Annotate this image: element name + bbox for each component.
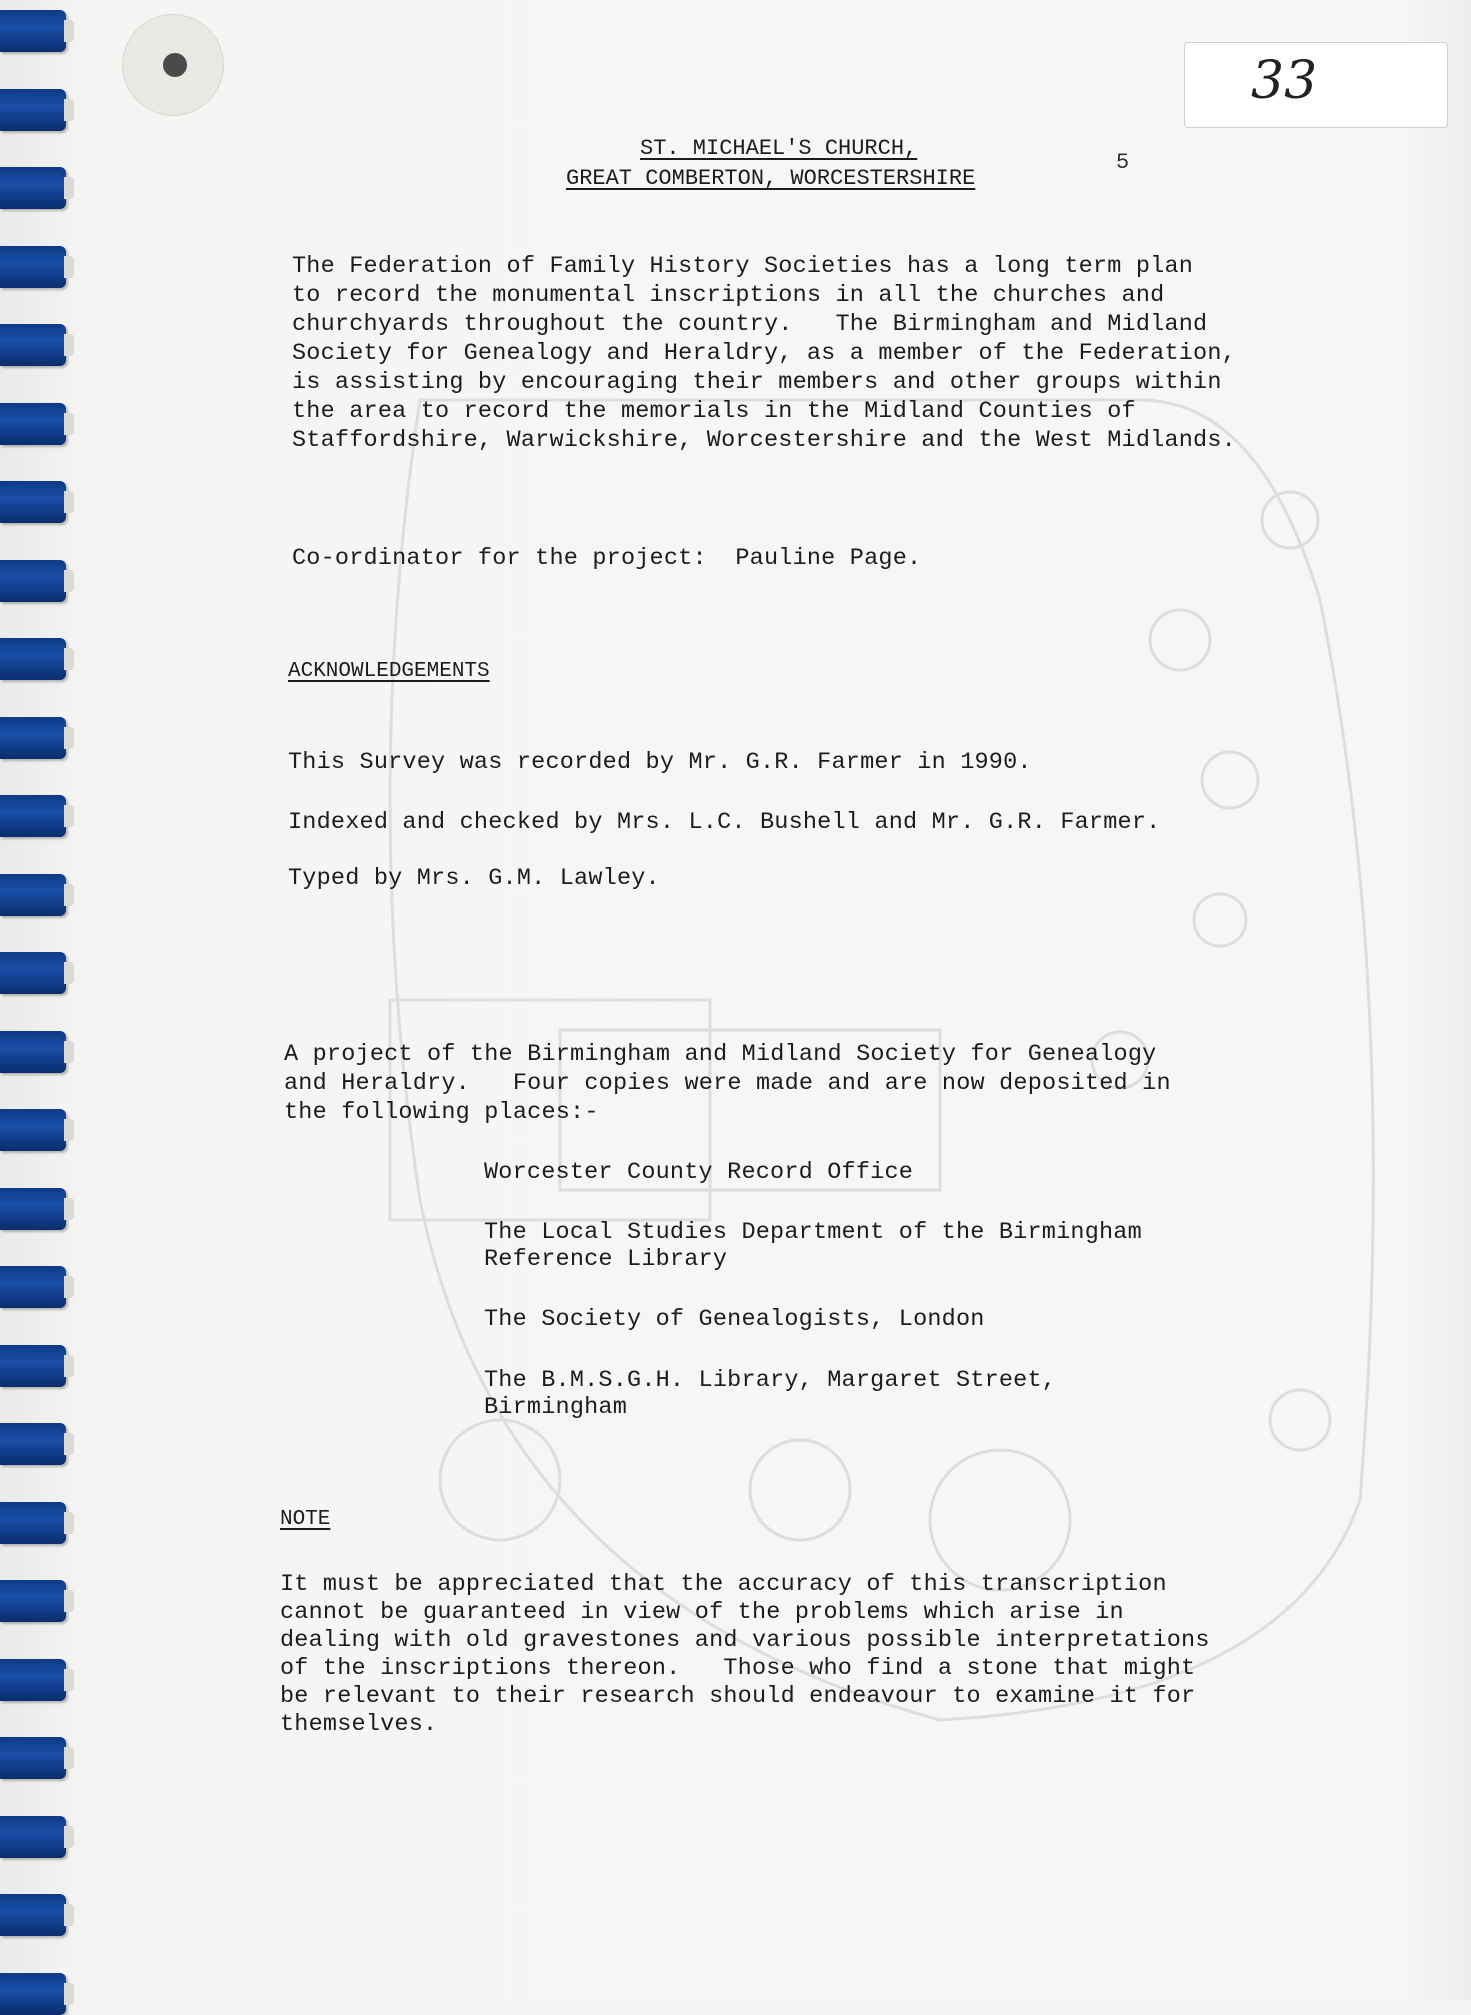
binding-ring	[0, 481, 66, 523]
typed-line: Typed by Mrs. G.M. Lawley.	[288, 865, 660, 892]
note-line: dealing with old gravestones and various possible interpretations	[280, 1627, 1210, 1654]
binding-ring	[0, 403, 66, 445]
binding-ring	[0, 246, 66, 288]
intro-line: the area to record the memorials in the Midland Counties of	[292, 398, 1136, 425]
binding-ring	[0, 1894, 66, 1936]
project-line: A project of the Birmingham and Midland Society for Genealogy	[284, 1041, 1157, 1068]
title-line-1: ST. MICHAEL'S CHURCH,	[640, 136, 918, 161]
place-item-continued: Reference Library	[484, 1246, 728, 1273]
spiral-binding	[0, 0, 70, 2000]
intro-line: The Federation of Family History Societies has a long term plan	[292, 253, 1194, 280]
note-line: themselves.	[280, 1711, 438, 1738]
note-line: of the inscriptions thereon. Those who find a stone that might	[280, 1655, 1196, 1682]
binding-ring	[0, 560, 66, 602]
intro-line: Society for Genealogy and Heraldry, as a member of the Federation,	[292, 340, 1236, 367]
intro-line: Staffordshire, Warwickshire, Worcestershire and the West Midlands.	[292, 427, 1236, 454]
place-item: Worcester County Record Office	[484, 1159, 914, 1186]
binding-ring	[0, 1816, 66, 1858]
binding-ring	[0, 717, 66, 759]
binding-ring	[0, 1031, 66, 1073]
binding-ring	[0, 1737, 66, 1779]
coordinator-line: Co-ordinator for the project: Pauline Page.	[292, 545, 922, 572]
title-line-2: GREAT COMBERTON, WORCESTERSHIRE	[566, 166, 976, 191]
binding-ring	[0, 1502, 66, 1544]
binding-ring	[0, 1659, 66, 1701]
stray-mark: 5	[1116, 150, 1130, 175]
note-line: be relevant to their research should endeavour to examine it for	[280, 1683, 1196, 1710]
place-item: The Local Studies Department of the Birmingham	[484, 1219, 1142, 1246]
place-item: The Society of Genealogists, London	[484, 1306, 985, 1333]
binding-ring	[0, 1266, 66, 1308]
intro-line: is assisting by encouraging their members and other groups within	[292, 369, 1222, 396]
page-number: 33	[1251, 51, 1318, 111]
intro-line: to record the monumental inscriptions in all the churches and	[292, 282, 1165, 309]
binding-ring	[0, 1580, 66, 1622]
project-line: the following places:-	[284, 1099, 599, 1126]
binding-ring	[0, 324, 66, 366]
binding-ring	[0, 874, 66, 916]
binding-ring	[0, 89, 66, 131]
recorded-line: This Survey was recorded by Mr. G.R. Farmer in 1990.	[288, 749, 1032, 776]
binding-ring	[0, 638, 66, 680]
project-line: and Heraldry. Four copies were made and are now deposited in	[284, 1070, 1171, 1097]
binding-ring	[0, 952, 66, 994]
place-item-continued: Birmingham	[484, 1394, 628, 1421]
place-item: The B.M.S.G.H. Library, Margaret Street,	[484, 1367, 1057, 1394]
binding-ring	[0, 1188, 66, 1230]
intro-line: churchyards throughout the country. The Birmingham and Midland	[292, 311, 1208, 338]
page-number-tag	[1184, 42, 1448, 128]
acknowledgements-heading: ACKNOWLEDGEMENTS	[288, 660, 490, 683]
binding-ring	[0, 10, 66, 52]
binding-ring	[0, 1345, 66, 1387]
binding-ring	[0, 1973, 66, 2015]
indexed-line: Indexed and checked by Mrs. L.C. Bushell and Mr. G.R. Farmer.	[288, 809, 1161, 836]
binding-ring	[0, 1109, 66, 1151]
binding-ring	[0, 167, 66, 209]
binding-ring	[0, 1423, 66, 1465]
note-heading: NOTE	[280, 1508, 331, 1531]
binding-ring	[0, 795, 66, 837]
note-line: It must be appreciated that the accuracy of this transcription	[280, 1571, 1167, 1598]
note-line: cannot be guaranteed in view of the problems which arise in	[280, 1599, 1124, 1626]
punch-hole	[122, 14, 224, 116]
